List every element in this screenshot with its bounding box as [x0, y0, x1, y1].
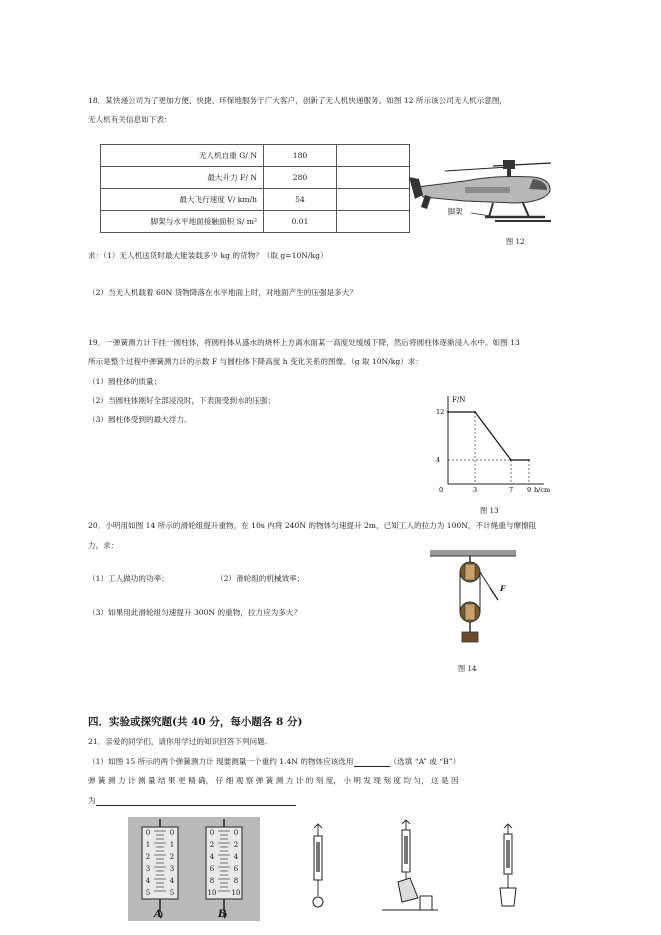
table-cell-empty [337, 189, 410, 211]
series-point [510, 459, 512, 461]
table-cell-value: 0.01 [264, 211, 337, 233]
x-tick-label: 3 [473, 486, 478, 494]
force-label-f: F [500, 584, 506, 593]
drone-info-table [100, 144, 410, 233]
x-tick-label: 9 [527, 486, 532, 494]
table-cell-label: 最大飞行速度 V/ km/h [101, 189, 264, 211]
scale-b-tick: 10 [231, 889, 241, 897]
y-tick-label: 4 [436, 456, 441, 464]
q18-ask1: 求：（1）无人机送货时最大能装载多少 kg 的货物？（取 g=10N/kg） [88, 251, 328, 260]
figure-14-caption: 图 14 [458, 664, 477, 673]
scale-a-tick: 5 [169, 889, 175, 897]
table-cell-label: 脚架与水平地面接触面积 S/ m² [101, 211, 264, 233]
answer-blank-2[interactable] [96, 797, 296, 806]
scale-a-tick: 2 [145, 853, 151, 861]
scale-a-tick: 1 [169, 841, 175, 849]
q20-ask1: （1）工人做功的功率； [88, 574, 169, 583]
series-segment [475, 412, 511, 460]
drone-figure [405, 155, 555, 235]
scale-a-tick: 3 [145, 865, 151, 873]
q21-p3-text: 为 [88, 796, 96, 805]
q21-p1 [88, 757, 460, 767]
scale-a-tick: 1 [145, 841, 151, 849]
figure-12-caption: 图 12 [506, 237, 525, 246]
scale-a-tick: 0 [145, 829, 151, 837]
q18-line1: 18．某快递公司为了更加方便、快捷、环保地服务于广大客户，创新了无人机快递服务。如图 12 所示该公司无人机示意图， [88, 96, 508, 105]
q21-p1-text: （1）如图 15 所示的两个弹簧测力计 现要测量一个重约 1.4N 的物体应该选用 [88, 757, 354, 766]
figure-13-caption: 图 13 [480, 506, 499, 515]
q19-ask2: （2）当圆柱体刚好全部浸没时，下表面受到水的压强； [88, 396, 276, 405]
scale-a-tick: 3 [169, 865, 175, 873]
scale-a-numbers-right [166, 827, 178, 899]
scale-a-label: A [154, 909, 162, 920]
scale-b-tick: 8 [233, 877, 239, 885]
table-cell-label: 无人机自重 G/ N [101, 145, 264, 167]
q18-ask2: （2）当无人机载着 60N 货物降落在水平地面上时，对地面产生的压强是多大？ [88, 288, 357, 297]
q21-intro: 21．亲爱的同学们，请你用学过的知识回答下列问题. [88, 737, 268, 746]
q20-ask2: （2）滑轮组的机械效率； [216, 574, 305, 583]
table-cell-value: 180 [264, 145, 337, 167]
scale-b-tick: 2 [209, 841, 215, 849]
table-cell-empty [337, 145, 410, 167]
scale-a-tick: 0 [169, 829, 175, 837]
scale-b-tick: 2 [233, 841, 239, 849]
q21-p2: 弹 簧 测 力 计 测 量 结 果 更 精 确， 仔 细 观 察 弹 簧 测 力 计 的 刻 度， 小 明 发 现 刻 度 均 匀， 这 是 因 [88, 776, 459, 785]
answer-blank-1[interactable] [354, 758, 390, 767]
scale-b-tick: 0 [233, 829, 239, 837]
hanging-scale-sketch-1 [300, 822, 340, 914]
q20-ask3: （3）如果用此滑轮组匀速提升 300N 的重物，拉力应为多大？ [88, 608, 302, 617]
table-row [101, 189, 410, 211]
q19-ask3: （3）圆柱体受到的最大浮力。 [88, 415, 192, 424]
pulley-figure [430, 548, 520, 648]
table-row [101, 211, 410, 233]
y-axis-label: F/N [452, 396, 466, 404]
scale-a-tick: 4 [145, 877, 151, 885]
table-row [101, 167, 410, 189]
scale-b-numbers-left [206, 827, 218, 899]
q19-line2: 所示是整个过程中弹簧测力计的示数 F 与圆柱体下降高度 h 变化关系的图像。（g 取 10N/kg）求： [88, 357, 423, 366]
scale-a-tick: 4 [169, 877, 175, 885]
scale-a-tick: 2 [169, 853, 175, 861]
q20-line1: 20．小明用如图 14 所示的滑轮组提升重物，在 10s 内将 240N 的物体匀速提升 2m，已知工人的拉力为 100N，不计绳重与摩擦阻 [88, 521, 537, 530]
scale-b-tick: 6 [233, 865, 239, 873]
x-tick-label: 7 [509, 486, 514, 494]
table-cell-value: 280 [264, 167, 337, 189]
hanging-scale-sketch-2 [380, 818, 440, 914]
q19-ask1: （1）圆柱体的质量； [88, 377, 162, 386]
q19-line1: 19．一弹簧测力计下挂一圆柱体，将圆柱体从盛水的烧杯上方离水面某一高度处缓缓下降，然后将圆柱体逐渐浸入水中。如图 13 [88, 338, 520, 347]
series-point [447, 411, 449, 413]
scale-a-numbers-left [142, 827, 154, 899]
table-cell-empty [337, 167, 410, 189]
table-row [101, 145, 410, 167]
q21-p1-choice: （选填 “A” 或 “B”） [389, 757, 461, 766]
drone-leg-label: 脚架 [448, 207, 463, 216]
scale-b-tick: 10 [207, 889, 217, 897]
scale-b-label: B [218, 909, 227, 920]
x-axis-label: h/cm [534, 486, 550, 494]
series-point [528, 459, 530, 461]
q21-p3 [88, 796, 296, 806]
scale-b-tick: 4 [209, 853, 215, 861]
force-height-chart [420, 392, 550, 502]
q20-line2: 力，求： [88, 541, 119, 550]
spring-scales-figure [128, 817, 260, 921]
scale-b-tick: 4 [233, 853, 239, 861]
section4-heading: 四．实验或探究题(共 40 分，每小题各 8 分) [88, 716, 303, 728]
q18-line2: 无人机有关信息如下表： [88, 115, 172, 124]
table-cell-empty [337, 211, 410, 233]
hanging-scale-sketch-3 [492, 822, 528, 914]
scale-b-tick: 8 [209, 877, 215, 885]
series-point [474, 411, 476, 413]
scale-b-tick: 0 [209, 829, 215, 837]
x-tick-label: 0 [439, 486, 444, 494]
y-tick-label: 12 [436, 408, 445, 416]
scale-a-tick: 5 [145, 889, 151, 897]
scale-b-numbers-right [230, 827, 242, 899]
table-cell-value: 54 [264, 189, 337, 211]
table-cell-label: 最大升力 F/ N [101, 167, 264, 189]
scale-b-tick: 6 [209, 865, 215, 873]
